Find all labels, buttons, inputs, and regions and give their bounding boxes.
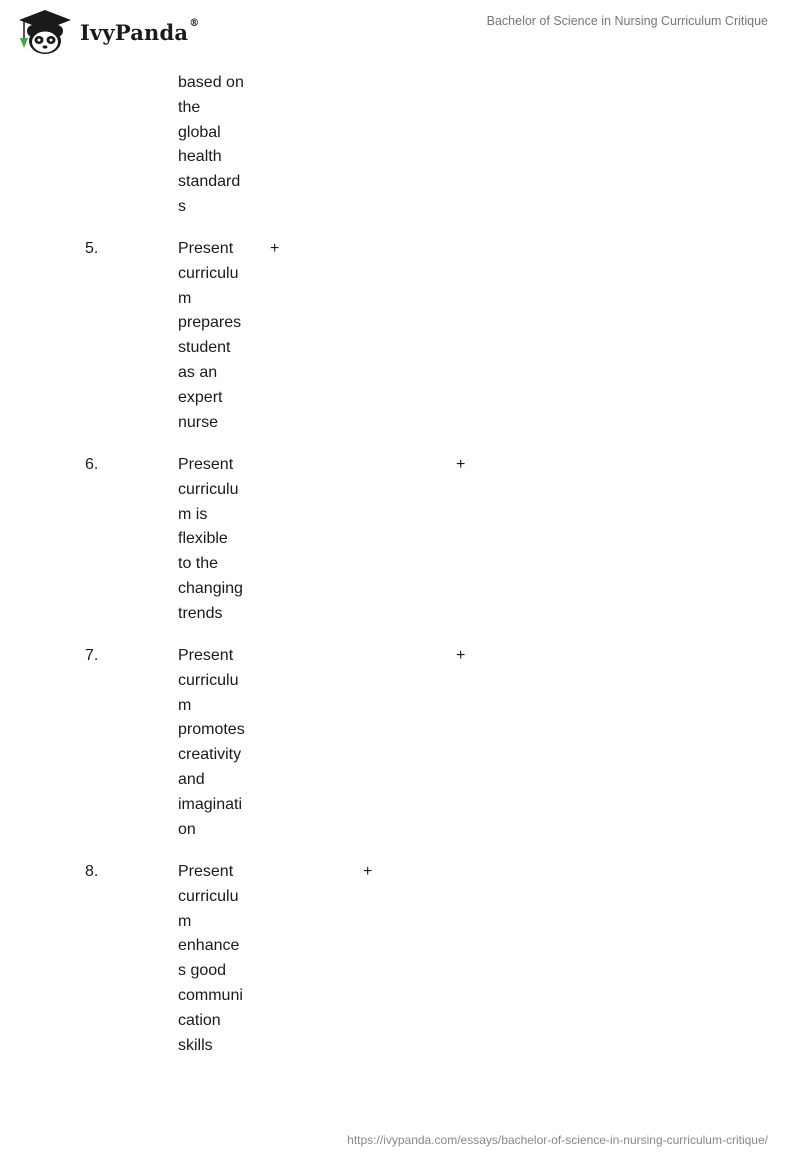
rating-mark: +	[456, 647, 466, 664]
document-title: Bachelor of Science in Nursing Curriculum Critique	[486, 14, 768, 28]
rating-mark: +	[363, 863, 373, 880]
row-number: 8.	[85, 863, 99, 880]
panda-graduate-icon	[16, 8, 74, 56]
statement-cell: Present curriculu m enhance s good communi cation skills	[178, 863, 243, 1054]
statement-cell: based on the global health standard s	[178, 74, 244, 215]
row-number: 7.	[85, 647, 99, 664]
brand-name: IvyPanda®	[80, 17, 200, 45]
ivypanda-logo[interactable]	[16, 8, 199, 56]
statement-cell: Present curriculu m is flexible to the changing trends	[178, 456, 243, 622]
rating-mark: +	[456, 456, 466, 473]
row-number: 6.	[85, 456, 99, 473]
statement-cell: Present curriculu m prepares student as an expert nurse	[178, 240, 242, 431]
rating-mark: +	[270, 240, 280, 257]
source-url-link[interactable]: https://ivypanda.com/essays/bachelor-of-science-in-nursing-curriculum-critique/	[347, 1133, 768, 1147]
statement-cell: Present curriculu m promotes creativity and imaginati on	[178, 647, 245, 838]
row-number: 5.	[85, 240, 99, 257]
